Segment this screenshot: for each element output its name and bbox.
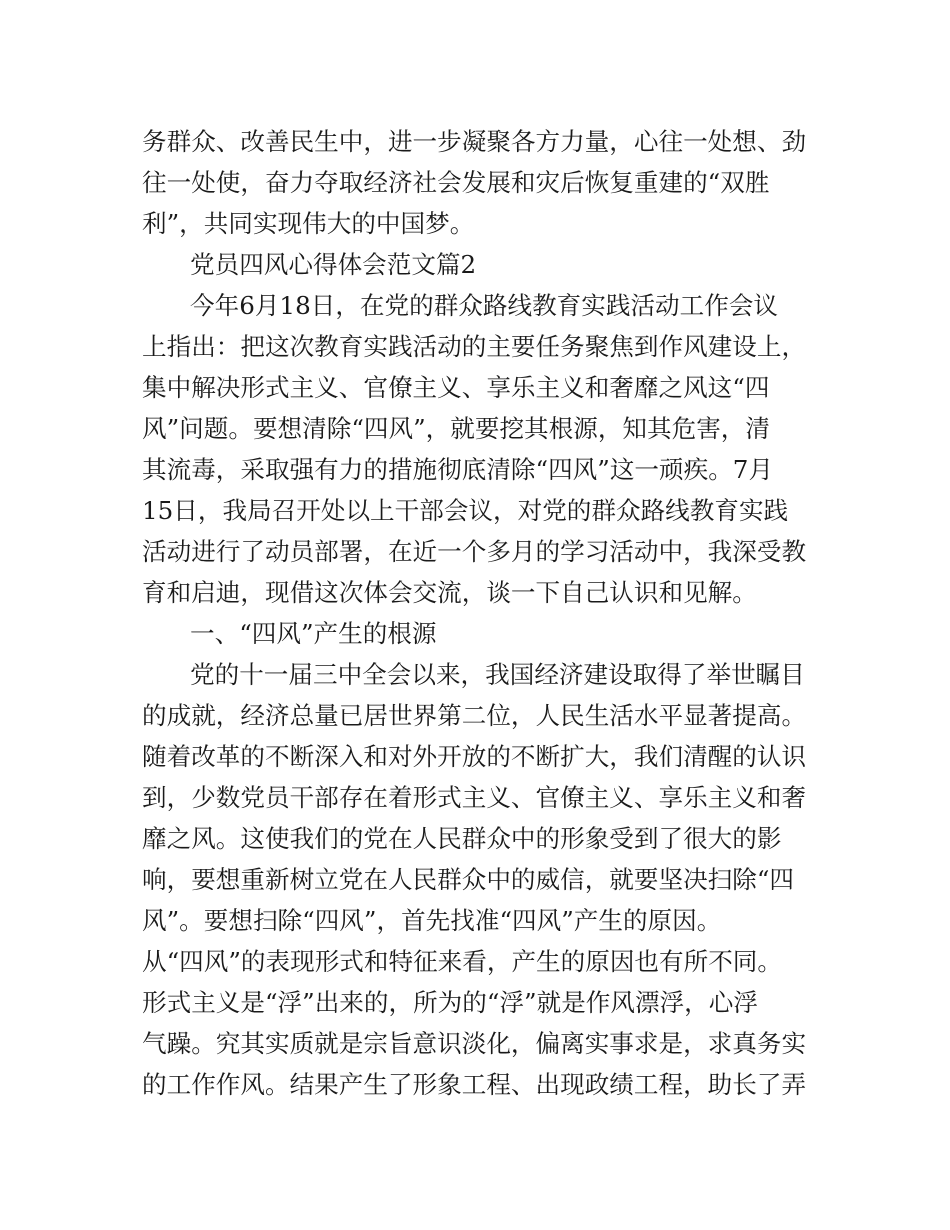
text-line: 上指出：把这次教育实践活动的主要任务聚焦到作风建设上，: [142, 332, 807, 361]
text-line: 随着改革的不断深入和对外开放的不断扩大，我们清醒的认识: [142, 742, 807, 771]
text-line: 的成就，经济总量已居世界第二位，人民生活水平显著提高。: [142, 701, 807, 730]
subsection-heading: 一、“四风”产生的根源: [190, 619, 437, 648]
text-line: 到，少数党员干部存在着形式主义、官僚主义、享乐主义和奢: [142, 783, 807, 812]
text-line: 务群众、改善民生中，进一步凝聚各方力量，心往一处想、劲: [142, 127, 807, 156]
text-line: 往一处使，奋力夺取经济社会发展和灾后恢复重建的“双胜: [142, 168, 770, 197]
text-line: 育和启迪，现借这次体会交流，谈一下自己认识和见解。: [142, 578, 757, 607]
text-line: 风”问题。要想清除“四风”，就要挖其根源，知其危害，清: [142, 414, 770, 443]
text-line: 15日，我局召开处以上干部会议，对党的群众路线教育实践: [142, 496, 789, 525]
text-line: 利”，共同实现伟大的中国梦。: [142, 209, 475, 238]
paragraph-start: 今年6月18日，在党的群众路线教育实践活动工作会议: [190, 291, 779, 320]
paragraph-start: 党的十一届三中全会以来，我国经济建设取得了举世瞩目: [190, 660, 805, 689]
text-line: 集中解决形式主义、官僚主义、享乐主义和奢靡之风这“四: [142, 373, 770, 402]
text-line: 响，要想重新树立党在人民群众中的威信，就要坚决扫除“四: [142, 865, 795, 894]
text-line: 靡之风。这使我们的党在人民群众中的形象受到了很大的影: [142, 824, 782, 853]
text-line: 从“四风”的表现形式和特征来看，产生的原因也有所不同。: [142, 947, 782, 976]
section-heading: 党员四风心得体会范文篇2: [190, 250, 477, 279]
text-line: 其流毒，采取强有力的措施彻底清除“四风”这一顽疾。7月: [142, 455, 774, 484]
text-line: 的工作作风。结果产生了形象工程、出现政绩工程，助长了弄: [142, 1070, 807, 1099]
text-line: 气躁。究其实质就是宗旨意识淡化，偏离实事求是，求真务实: [142, 1029, 807, 1058]
text-line: 形式主义是“浮”出来的，所为的“浮”就是作风漂浮，心浮: [142, 988, 758, 1017]
text-line: 活动进行了动员部署，在近一个多月的学习活动中，我深受教: [142, 537, 807, 566]
text-line: 风”。要想扫除“四风”，首先找准“四风”产生的原因。: [142, 906, 722, 935]
